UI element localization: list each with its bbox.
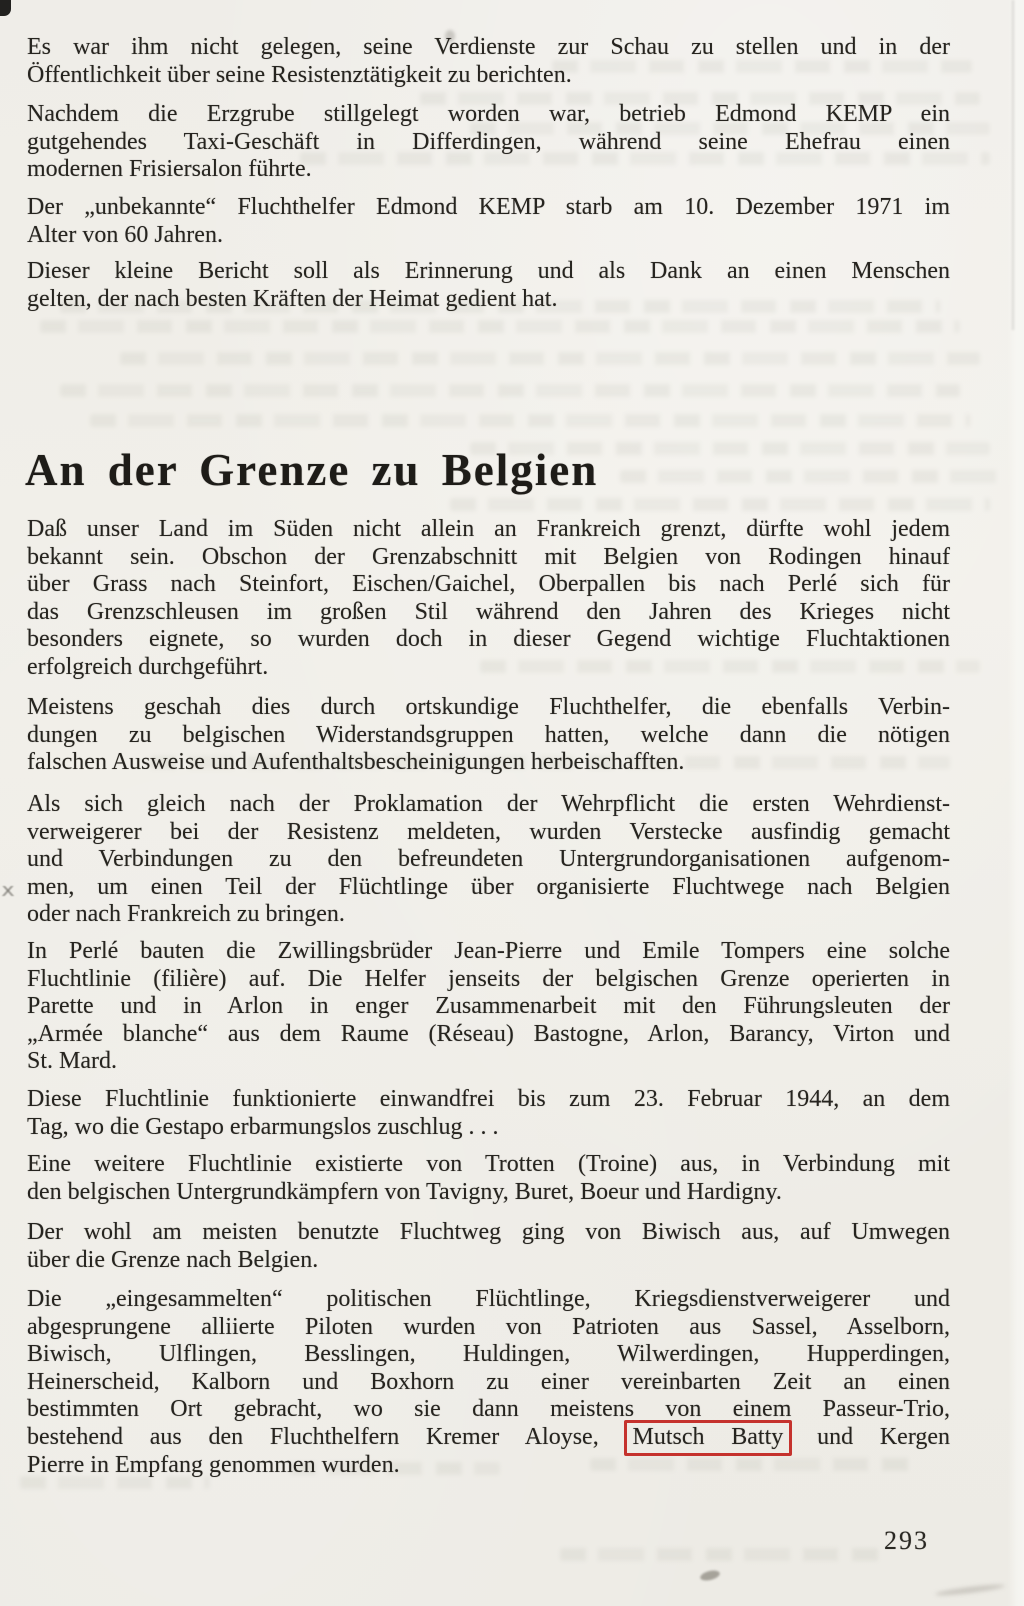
text-line: Daß unser Land im Süden nicht allein an Frankreich grenzt, dürfte wohl jedem	[27, 516, 950, 542]
text-line: verweigerer bei der Resistenz meldeten, wurden Verstecke ausfindig gemacht	[27, 818, 950, 845]
scan-smudge	[699, 1569, 721, 1583]
paragraph-biwisch-route	[27, 1219, 950, 1274]
text-line: Der wohl am meisten benutzte Fluchtweg ging von Biwisch aus, auf Umwegen	[27, 1219, 950, 1245]
text-line: gutgehendes Taxi-Geschäft in Differdingen, während seine Ehefrau einen	[27, 128, 950, 155]
scan-margin-mark	[1, 886, 15, 896]
text-line: Als sich gleich nach der Proklamation der Wehrpflicht die ersten Wehrdienst-	[27, 791, 950, 817]
text-line: den belgischen Untergrundkämpfern von Tavigny, Buret, Boeur und Hardigny.	[27, 1178, 782, 1205]
text-line: erfolgreich durchgeführt.	[27, 653, 269, 680]
paragraph-perle-tompers	[27, 938, 950, 1076]
text-line: Die „eingesammelten“ politischen Flüchtlinge, Kriegsdienstverweigerer und	[27, 1286, 950, 1312]
section-heading: An der Grenze zu Belgien	[25, 445, 599, 495]
text-line: bekannt sein. Obschon der Grenzabschnitt mit Belgien von Rodingen hinauf	[27, 543, 950, 570]
text-line: falschen Ausweise und Aufenthaltsbescheinigungen herbeischafften.	[27, 749, 685, 776]
text-line: bestimmten Ort gebracht, wo sie dann meistens von einem Passeur-Trio,	[27, 1396, 950, 1423]
paragraph-wehrpflicht	[27, 791, 950, 929]
text-line: Alter von 60 Jahren.	[27, 221, 223, 248]
text-line: und Verbindungen zu den befreundeten Untergrundorganisationen aufgenom-	[27, 846, 950, 873]
bleedthrough-artifact	[60, 384, 960, 397]
text-line: über die Grenze nach Belgien.	[27, 1246, 319, 1273]
text-line: modernen Frisiersalon führte.	[27, 156, 312, 183]
text-line: Öffentlichkeit über seine Resistenztätigkeit zu berichten.	[27, 61, 572, 88]
text-line: das Grenzschleusen im großen Stil während den Jahren des Krieges nicht	[27, 598, 950, 625]
highlight-line-after: und Kergen	[817, 1423, 951, 1450]
text-line: Eine weitere Fluchtlinie existierte von Trotten (Troine) aus, in Verbindung mit	[27, 1151, 950, 1177]
text-line: Es war ihm nicht gelegen, seine Verdienste zur Schau zu stellen und in der	[27, 34, 950, 60]
text-line: Tag, wo die Gestapo erbarmungslos zuschlug . . .	[27, 1113, 499, 1140]
bleedthrough-artifact	[40, 320, 960, 333]
highlight-line-before: bestehend aus den Fluchthelfern Kremer Aloyse,	[27, 1423, 599, 1450]
text-line: In Perlé bauten die Zwillingsbrüder Jean-Pierre und Emile Tompers eine solche	[27, 938, 950, 964]
text-line: über Grass nach Steinfort, Eischen/Gaichel, Oberpallen bis nach Perlé sich für	[27, 571, 950, 598]
text-line: Parette und in Arlon in enger Zusammenarbeit mit den Führungsleuten der	[27, 993, 950, 1020]
paragraph-passeur-trio	[27, 1286, 950, 1479]
text-line: St. Mard.	[27, 1048, 117, 1075]
paragraph-trotten-line	[27, 1151, 950, 1206]
text-line: Fluchtlinie (filière) auf. Die Helfer jenseits der belgischen Grenze operierten in	[27, 965, 950, 992]
text-line: Meistens geschah dies durch ortskundige Fluchthelfer, die ebenfalls Verbin-	[27, 694, 950, 720]
text-line: Heinerscheid, Kalborn und Boxhorn zu einer vereinbarten Zeit an einen	[27, 1368, 950, 1395]
bleedthrough-artifact	[560, 1548, 890, 1561]
text-line: men, um einen Teil der Flüchtlinge über organisierte Fluchtwege nach Belgien	[27, 873, 950, 900]
paragraph-kemp-taxi	[27, 101, 950, 184]
text-line: Pierre in Empfang genommen wurden.	[27, 1451, 400, 1478]
paragraph-passeur-trio-lines	[27, 1286, 950, 1424]
text-line: besonders eignete, so wurden doch in dieser Gegend wichtige Fluchtaktionen	[27, 626, 950, 653]
text-line: abgesprungene alliierte Piloten wurden von Patrioten aus Sassel, Asselborn,	[27, 1313, 950, 1340]
bleedthrough-artifact	[450, 498, 990, 511]
text-line-with-highlight	[27, 1424, 950, 1452]
scan-fold-line	[1012, 0, 1014, 330]
text-line: oder nach Frankreich zu bringen.	[27, 901, 345, 928]
paragraph-local-helpers	[27, 694, 950, 777]
scan-corner-mark	[0, 0, 11, 16]
paragraph-kemp-death	[27, 194, 950, 249]
text-line: Diese Fluchtlinie funktionierte einwandfrei bis zum 23. Februar 1944, an dem	[27, 1086, 950, 1112]
scan-smudge	[935, 1583, 1005, 1597]
text-line: Nachdem die Erzgrube stillgelegt worden war, betrieb Edmond KEMP ein	[27, 101, 950, 127]
text-line: Biwisch, Ulflingen, Besslingen, Huldingen, Wilwerdingen, Hupperdingen,	[27, 1341, 950, 1368]
scan-page-edge	[1008, 0, 1024, 1606]
text-line: dungen zu belgischen Widerstandsgruppen hatten, welche dann die nötigen	[27, 721, 950, 748]
text-line: Dieser kleine Bericht soll als Erinnerung und als Dank an einen Menschen	[27, 258, 950, 284]
highlight-box-mutsch-batty: Mutsch Batty	[624, 1420, 793, 1456]
text-line: „Armée blanche“ aus dem Raume (Réseau) Bastogne, Arlon, Barancy, Virton und	[27, 1020, 950, 1047]
paragraph-gestapo-1944	[27, 1086, 950, 1141]
text-line: Der „unbekannte“ Fluchthelfer Edmond KEMP starb am 10. Dezember 1971 im	[27, 194, 950, 220]
bleedthrough-artifact	[620, 470, 1000, 483]
paragraph-kemp-modesty	[27, 34, 950, 89]
paragraph-kemp-tribute	[27, 258, 950, 313]
text-line: gelten, der nach besten Kräften der Heimat gedient hat.	[27, 285, 558, 312]
page-number: 293	[884, 1526, 929, 1555]
bleedthrough-artifact	[120, 352, 980, 365]
bleedthrough-artifact	[90, 414, 970, 427]
paragraph-border-overview	[27, 516, 950, 682]
